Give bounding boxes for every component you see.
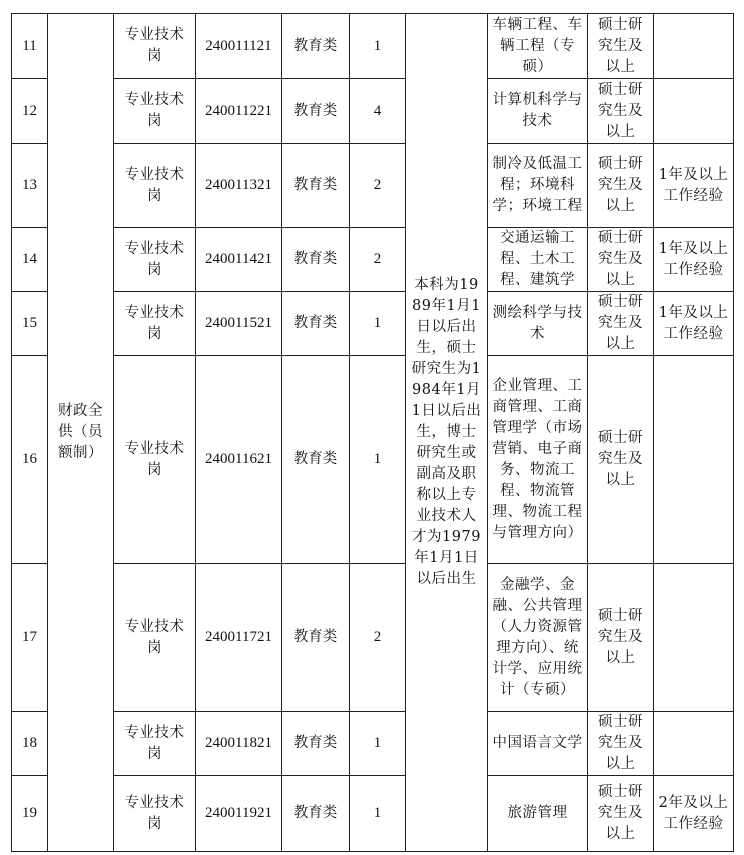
table-row	[12, 79, 734, 144]
post-cell: 专业技术岗	[114, 564, 196, 712]
table-row	[12, 292, 734, 356]
code-cell: 240011521	[196, 292, 282, 356]
experience-cell	[654, 712, 734, 776]
seq-cell: 12	[12, 79, 48, 144]
education-cell: 硕士研究生及以上	[588, 776, 654, 852]
post-cell: 专业技术岗	[114, 14, 196, 79]
count-cell: 1	[350, 776, 406, 852]
category-cell: 教育类	[282, 228, 350, 292]
seq-cell: 14	[12, 228, 48, 292]
experience-cell: 1年及以上工作经验	[654, 228, 734, 292]
education-cell: 硕士研究生及以上	[588, 292, 654, 356]
major-cell: 企业管理、工商管理、工商管理学（市场营销、电子商务、物流工程、物流管理、物流工程与管理方向）	[488, 356, 588, 564]
code-cell: 240011921	[196, 776, 282, 852]
major-cell: 车辆工程、车辆工程（专硕）	[488, 14, 588, 79]
experience-cell: 1年及以上工作经验	[654, 292, 734, 356]
education-cell: 硕士研究生及以上	[588, 712, 654, 776]
category-cell: 教育类	[282, 356, 350, 564]
experience-cell	[654, 356, 734, 564]
education-cell: 硕士研究生及以上	[588, 14, 654, 79]
code-cell: 240011621	[196, 356, 282, 564]
count-cell: 1	[350, 356, 406, 564]
education-cell: 硕士研究生及以上	[588, 144, 654, 228]
funding-cell: 财政全供（员额制）	[48, 14, 114, 852]
category-cell: 教育类	[282, 776, 350, 852]
major-cell: 金融学、金融、公共管理（人力资源管理方向）、统计学、应用统计（专硕）	[488, 564, 588, 712]
seq-cell: 16	[12, 356, 48, 564]
experience-cell: 2年及以上工作经验	[654, 776, 734, 852]
experience-cell	[654, 564, 734, 712]
table-row	[12, 228, 734, 292]
table-row	[12, 564, 734, 712]
category-cell: 教育类	[282, 79, 350, 144]
age-requirement-cell: 本科为1989年1月1日以后出生，硕士研究生为1984年1月1日以后出生，博士研究生或副高及职称以上专业技术人才为1979年1月1日以后出生	[406, 14, 488, 852]
recruitment-table	[11, 13, 734, 852]
major-cell: 中国语言文学	[488, 712, 588, 776]
count-cell: 2	[350, 228, 406, 292]
major-cell: 旅游管理	[488, 776, 588, 852]
post-cell: 专业技术岗	[114, 79, 196, 144]
count-cell: 2	[350, 564, 406, 712]
education-cell: 硕士研究生及以上	[588, 564, 654, 712]
count-cell: 1	[350, 292, 406, 356]
post-cell: 专业技术岗	[114, 356, 196, 564]
table-row	[12, 14, 734, 79]
seq-cell: 17	[12, 564, 48, 712]
code-cell: 240011421	[196, 228, 282, 292]
seq-cell: 19	[12, 776, 48, 852]
category-cell: 教育类	[282, 564, 350, 712]
major-cell: 计算机科学与技术	[488, 79, 588, 144]
post-cell: 专业技术岗	[114, 776, 196, 852]
category-cell: 教育类	[282, 144, 350, 228]
code-cell: 240011121	[196, 14, 282, 79]
count-cell: 2	[350, 144, 406, 228]
post-cell: 专业技术岗	[114, 228, 196, 292]
experience-cell	[654, 14, 734, 79]
table-row	[12, 776, 734, 852]
seq-cell: 11	[12, 14, 48, 79]
education-cell: 硕士研究生及以上	[588, 356, 654, 564]
experience-cell: 1年及以上工作经验	[654, 144, 734, 228]
table-row	[12, 356, 734, 564]
education-cell: 硕士研究生及以上	[588, 79, 654, 144]
code-cell: 240011221	[196, 79, 282, 144]
seq-cell: 13	[12, 144, 48, 228]
table-row	[12, 712, 734, 776]
experience-cell	[654, 79, 734, 144]
major-cell: 测绘科学与技术	[488, 292, 588, 356]
post-cell: 专业技术岗	[114, 712, 196, 776]
post-cell: 专业技术岗	[114, 292, 196, 356]
seq-cell: 18	[12, 712, 48, 776]
major-cell: 制冷及低温工程；环境科学；环境工程	[488, 144, 588, 228]
table-row	[12, 144, 734, 228]
count-cell: 4	[350, 79, 406, 144]
code-cell: 240011321	[196, 144, 282, 228]
category-cell: 教育类	[282, 712, 350, 776]
major-cell: 交通运输工程、土木工程、建筑学	[488, 228, 588, 292]
category-cell: 教育类	[282, 292, 350, 356]
code-cell: 240011721	[196, 564, 282, 712]
education-cell: 硕士研究生及以上	[588, 228, 654, 292]
category-cell: 教育类	[282, 14, 350, 79]
count-cell: 1	[350, 712, 406, 776]
post-cell: 专业技术岗	[114, 144, 196, 228]
seq-cell: 15	[12, 292, 48, 356]
code-cell: 240011821	[196, 712, 282, 776]
count-cell: 1	[350, 14, 406, 79]
